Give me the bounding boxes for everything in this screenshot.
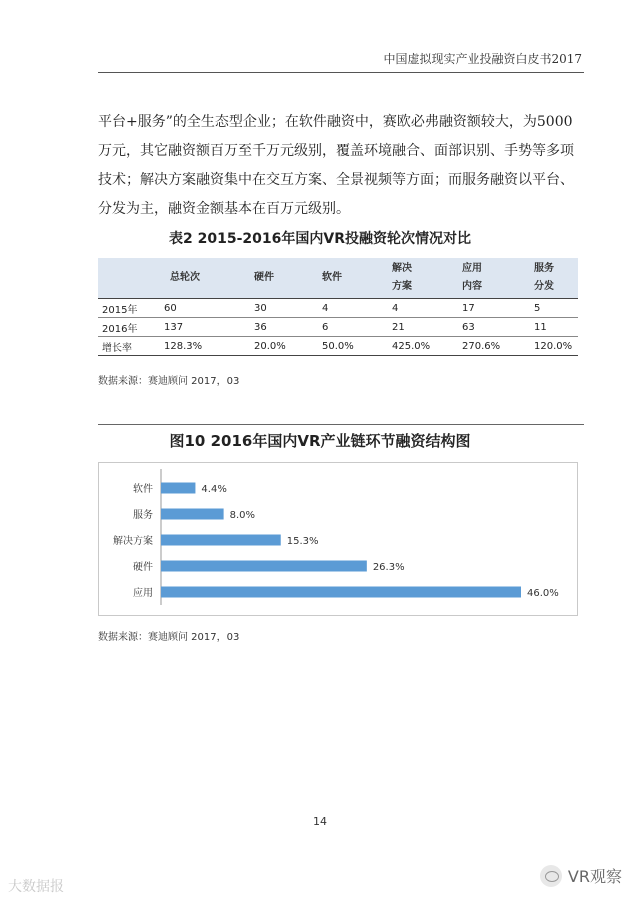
watermark-left: 大数据报	[8, 879, 64, 895]
table-title: 表2 2015-2016年国内VR投融资轮次情况对比	[169, 231, 471, 247]
table-cell: 21	[388, 318, 458, 337]
table-cell: 17	[458, 299, 530, 318]
category-label: 解决方案	[113, 536, 153, 547]
financing-rounds-table	[98, 258, 578, 356]
watermark-right	[540, 864, 622, 887]
value-label: 15.3%	[286, 536, 319, 547]
table-cell: 20.0%	[250, 337, 318, 356]
table-cell: 11	[530, 318, 578, 337]
body-line: 万元，其它融资额百万至千万元级别，覆盖环境融合、面部识别、手势等多项	[98, 143, 574, 159]
table-cell: 4	[388, 299, 458, 318]
table-row	[98, 318, 578, 337]
table-row	[98, 299, 578, 318]
value-label: 8.0%	[229, 510, 256, 521]
table-cell: 30	[250, 299, 318, 318]
body-line: 技术；解决方案融资集中在交互方案、全景视频等方面；而服务融资以平台、	[98, 172, 574, 188]
chart-title: 图10 2016年国内VR产业链环节融资结构图	[169, 432, 471, 450]
table-row	[98, 337, 578, 356]
watermark-right-label: VR观察	[567, 867, 622, 886]
table-source: 数据来源：赛迪顾问 2017，03	[98, 376, 240, 387]
bar-chart	[99, 463, 577, 615]
category-label: 软件	[133, 484, 153, 495]
table-cell: 增长率	[98, 337, 160, 356]
table-cell: 270.6%	[458, 337, 530, 356]
table-header-cell	[98, 258, 160, 299]
bar	[161, 535, 281, 546]
table-header-cell: 总轮次	[160, 258, 250, 299]
wechat-icon	[540, 865, 562, 887]
table-cell: 128.3%	[160, 337, 250, 356]
table-header-cell: 服务 分发	[530, 258, 578, 299]
body-paragraph	[98, 108, 584, 224]
table-cell: 50.0%	[318, 337, 388, 356]
table-cell: 2015年	[98, 299, 160, 318]
chart-container	[98, 462, 578, 616]
table-cell: 4	[318, 299, 388, 318]
page-number: 14	[313, 815, 327, 828]
bar	[161, 561, 367, 572]
value-label: 46.0%	[527, 588, 559, 599]
category-label: 硬件	[133, 562, 153, 573]
body-line: 平台+服务”的全生态型企业；在软件融资中，赛欧必弗融资额较大，为5000	[98, 114, 573, 130]
table-header-cell: 解决 方案	[388, 258, 458, 299]
body-line: 分发为主，融资金额基本在百万元级别。	[98, 201, 350, 217]
category-label: 服务	[133, 510, 153, 521]
table-cell: 36	[250, 318, 318, 337]
table-header-cell: 软件	[318, 258, 388, 299]
table-cell: 60	[160, 299, 250, 318]
table-cell: 5	[530, 299, 578, 318]
table-cell: 6	[318, 318, 388, 337]
table-header-row	[98, 258, 578, 299]
table-cell: 137	[160, 318, 250, 337]
table-cell: 63	[458, 318, 530, 337]
value-label: 26.3%	[372, 562, 405, 573]
table-cell: 2016年	[98, 318, 160, 337]
bar	[161, 509, 224, 520]
value-label: 4.4%	[201, 484, 227, 495]
page-header: 中国虚拟现实产业投融资白皮书2017	[383, 52, 582, 66]
figure-divider	[98, 424, 584, 425]
category-label: 应用	[133, 588, 153, 599]
bar	[161, 483, 195, 494]
table-cell: 120.0%	[530, 337, 578, 356]
table-header-cell: 硬件	[250, 258, 318, 299]
table-cell: 425.0%	[388, 337, 458, 356]
chart-source: 数据来源：赛迪顾问 2017，03	[98, 632, 240, 643]
table-header-cell: 应用 内容	[458, 258, 530, 299]
bar	[161, 587, 521, 598]
header-divider	[98, 72, 584, 73]
